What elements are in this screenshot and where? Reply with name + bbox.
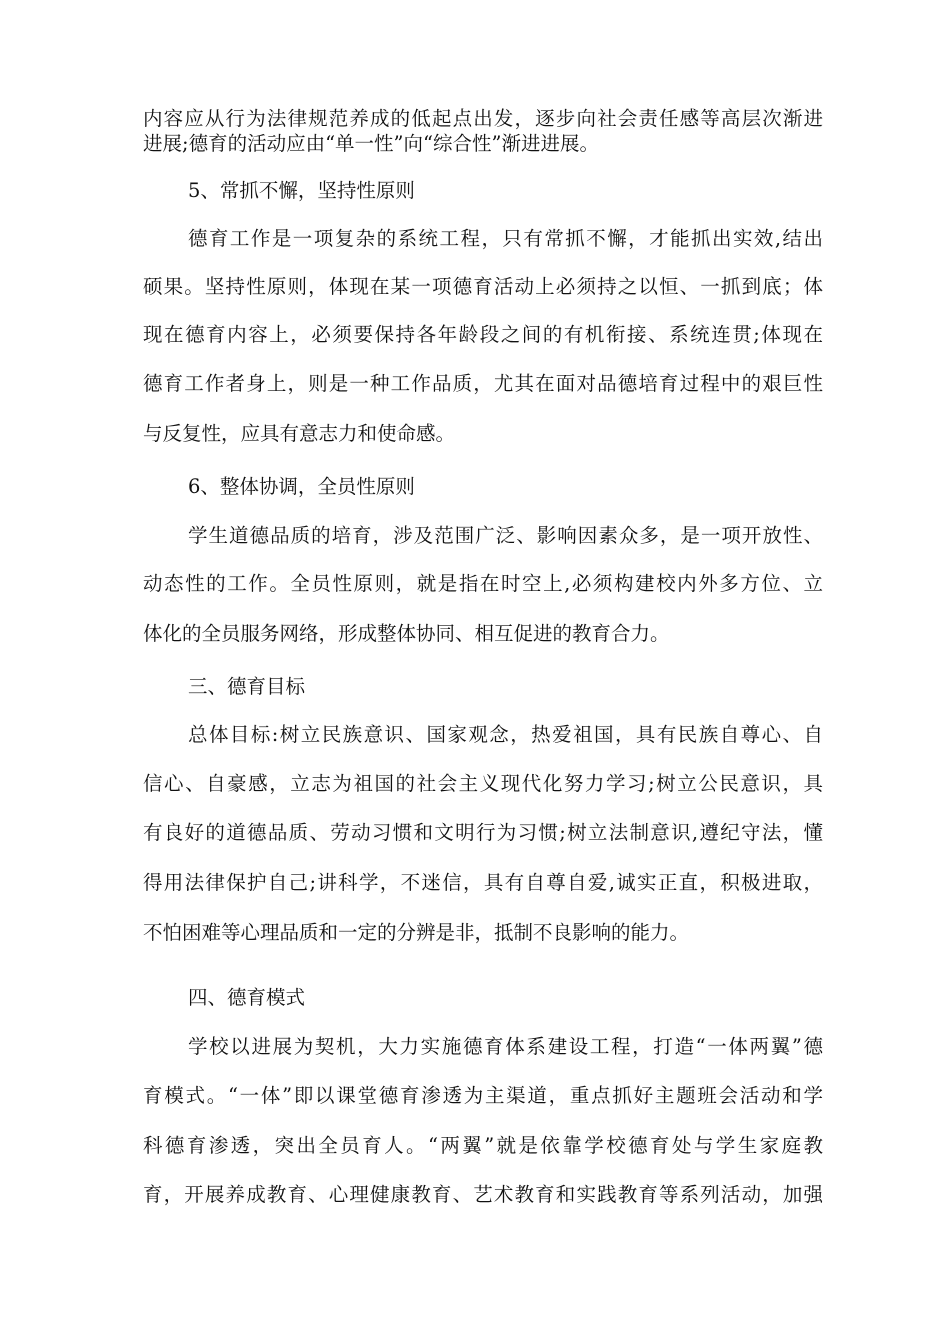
paragraph-line: 育，开展养成教育、心理健康教育、艺术教育和实践教育等系列活动，加强 <box>143 1183 823 1206</box>
paragraph-line: 有良好的道德品质、劳动习惯和文明行为习惯;树立法制意识,遵纪守法，懂 <box>143 821 823 844</box>
paragraph-line: 德育工作者身上，则是一种工作品质，尤其在面对品德培育过程中的艰巨性 <box>143 372 823 395</box>
paragraph-line: 动态性的工作。全员性原则，就是指在时空上,必须构建校内外多方位、立 <box>143 572 823 595</box>
paragraph-line: 信心、自豪感，立志为祖国的社会主义现代化努力学习;树立公民意识，具 <box>143 772 823 795</box>
paragraph-line: 不怕困难等心理品质和一定的分辨是非，抵制不良影响的能力。 <box>143 921 690 944</box>
paragraph-line: 总体目标:树立民族意识、国家观念，热爱祖国，具有民族自尊心、自 <box>188 723 823 746</box>
paragraph-line: 内容应从行为法律规范养成的低起点出发，逐步向社会责任感等高层次渐进 <box>143 107 823 130</box>
section-heading: 三、德育目标 <box>188 675 306 698</box>
paragraph-line: 得用法律保护自己;讲科学，不迷信，具有自尊自爱,诚实正直，积极进取， <box>143 871 823 894</box>
paragraph-line: 育模式。“一体”即以课堂德育渗透为主渠道，重点抓好主题班会活动和学 <box>143 1084 823 1107</box>
paragraph-line: 体化的全员服务网络，形成整体协同、相互促进的教育合力。 <box>143 622 670 645</box>
paragraph-line: 硕果。坚持性原则，体现在某一项德育活动上必须持之以恒、一抓到底；体 <box>143 275 823 298</box>
paragraph-line: 学生道德品质的培育，涉及范围广泛、影响因素众多，是一项开放性、 <box>188 524 823 547</box>
paragraph-line: 科德育渗透，突出全员育人。“两翼”就是依靠学校德育处与学生家庭教 <box>143 1134 823 1157</box>
paragraph-line: 进展;德育的活动应由“单一性”向“综合性”渐进进展。 <box>143 132 599 155</box>
paragraph-line: 与反复性，应具有意志力和使命感。 <box>143 422 456 445</box>
section-heading: 6、整体协调，全员性原则 <box>188 475 415 498</box>
paragraph-line: 现在德育内容上，必须要保持各年龄段之间的有机衔接、系统连贯;体现在 <box>143 323 823 346</box>
paragraph-line: 德育工作是一项复杂的系统工程，只有常抓不懈，才能抓出实效,结出 <box>188 227 823 250</box>
section-heading: 5、常抓不懈，坚持性原则 <box>188 179 415 202</box>
paragraph-line: 学校以进展为契机，大力实施德育体系建设工程，打造“一体两翼”德 <box>188 1035 823 1058</box>
section-heading: 四、德育模式 <box>188 986 306 1009</box>
